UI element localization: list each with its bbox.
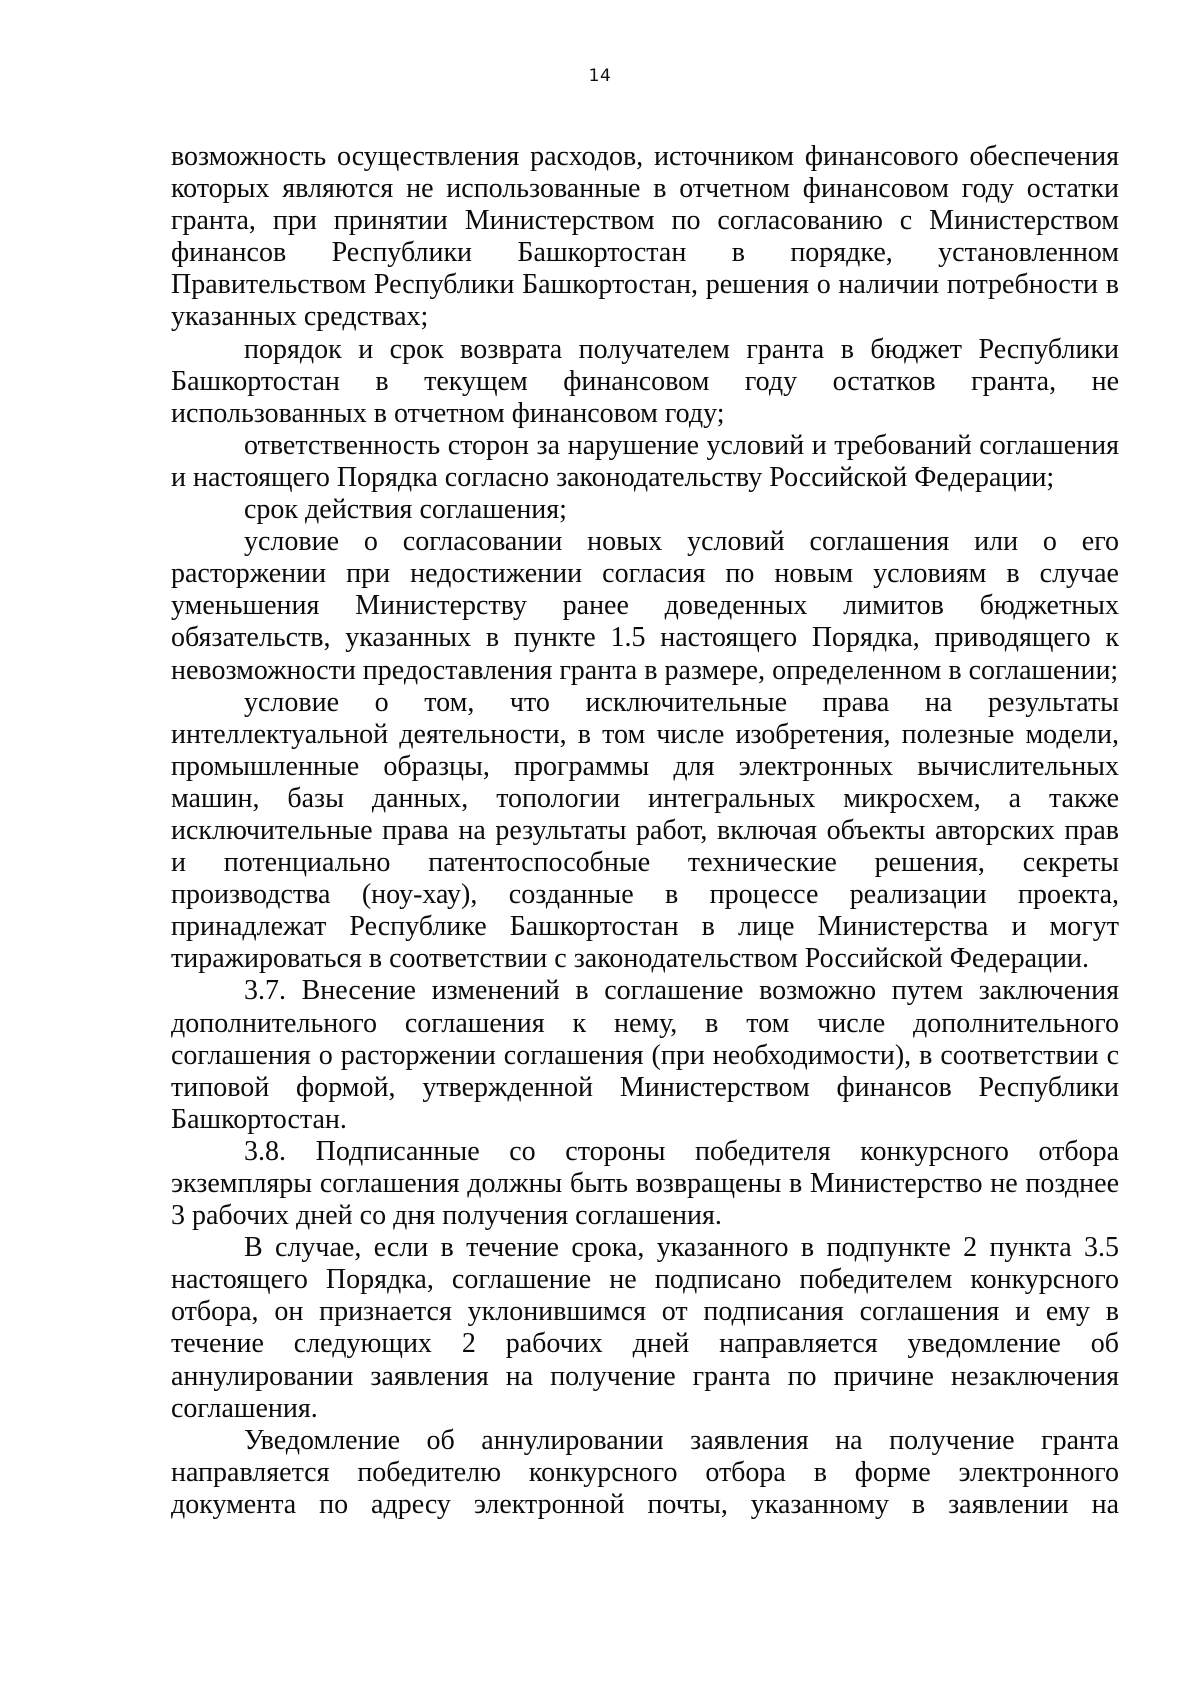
paragraph-section-3-8: 3.8. Подписанные со стороны победителя конкурсного отбора экземпляры соглашения должны быть возвращены в Министерство не позднее 3 рабочих дней со дня получения соглашения. xyxy=(171,1135,1119,1232)
paragraph-new-conditions: условие о согласовании новых условий соглашения или о его расторжении при недостижении согласия по новым условиям в случае уменьшения Министерству ранее доведенных лимитов бюджетных обязательств, указанных в пункте 1.5 настоящего Порядка, приводящего к невозможности предоставления гранта в размере, определенном в соглашении; xyxy=(171,526,1119,686)
paragraph-evasion: В случае, если в течение срока, указанного в подпункте 2 пункта 3.5 настоящего Порядка, соглашение не подписано победителем конкурсного отбора, он признается уклонившимся от подписания соглашения и ему в течение следующих 2 рабочих дней направляется уведомление об аннулировании заявления на получение гранта по причине незаключения соглашения. xyxy=(171,1232,1119,1424)
paragraph-agreement-term: срок действия соглашения; xyxy=(244,494,567,526)
paragraph-return-procedure: порядок и срок возврата получателем гранта в бюджет Республики Башкортостан в текущем финансовом году остатков гранта, не использованных в отчетном финансовом году; xyxy=(171,333,1119,429)
paragraph-notification: Уведомление об аннулировании заявления на получение гранта направляется победителю конкурсного отбора в форме электронного документа по адресу электронной почты, указанному в заявлении на xyxy=(171,1424,1119,1520)
paragraph-expense-possibility: возможность осуществления расходов, источником финансового обеспечения которых являются не использованные в отчетном финансовом году остатки гранта, при принятии Министерством по согласованию с Министерством финансов Республики Башкортостан в порядке, установленном Правительством Республики Башкортостан, решения о наличии потребности в указанных средствах; xyxy=(171,141,1119,333)
paragraph-section-3-7: 3.7. Внесение изменений в соглашение возможно путем заключения дополнительного соглашения к нему, в том числе дополнительного соглашения о расторжении соглашения (при необходимости), в соответствии с типовой формой, утвержденной Министерством финансов Республики Башкортостан. xyxy=(171,975,1119,1135)
paragraph-exclusive-rights: условие о том, что исключительные права на результаты интеллектуальной деятельности, в том числе изобретения, полезные модели, промышленные образцы, программы для электронных вычислительных машин, базы данных, топологии интегральных микросхем, а также исключительные права на результаты работ, включая объекты авторских прав и потенциально патентоспособные технические решения, секреты производства (ноу-хау), созданные в процессе реализации проекта, принадлежат Республике Башкортостан в лице Министерства и могут тиражироваться в соответствии с законодательством Российской Федерации. xyxy=(171,686,1119,975)
page-number: 14 xyxy=(588,66,612,86)
paragraph-liability: ответственность сторон за нарушение условий и требований соглашения и настоящего Порядка согласно законодательству Российской Федерации; xyxy=(171,429,1119,493)
document-body xyxy=(171,141,1119,1521)
